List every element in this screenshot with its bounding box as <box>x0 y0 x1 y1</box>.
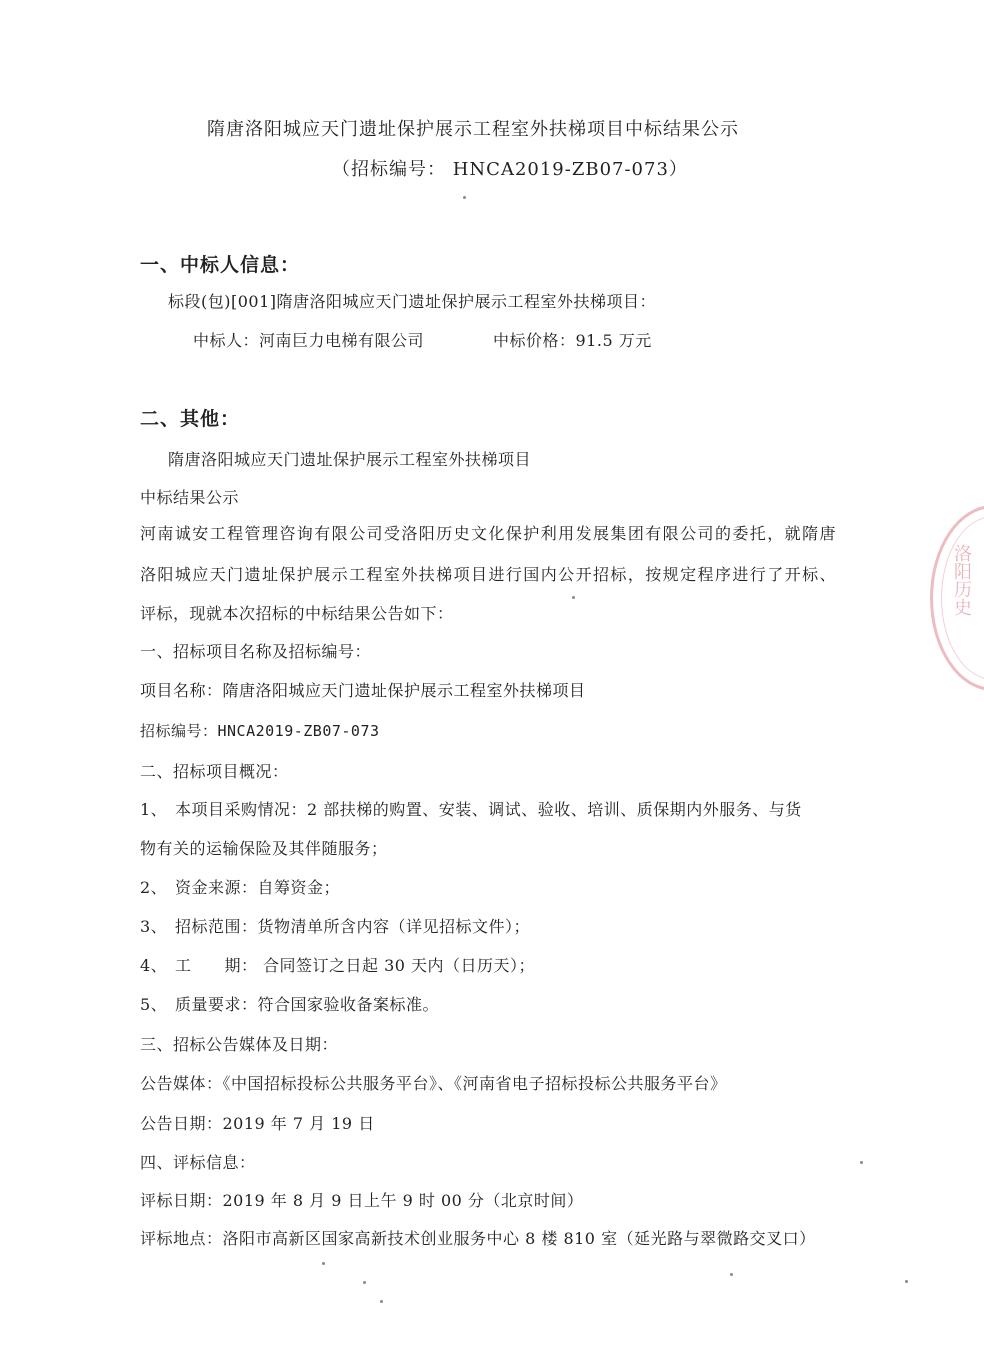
evaluation-date: 评标日期：2019 年 8 月 9 日上午 9 时 00 分（北京时间） <box>140 1191 584 1210</box>
section1-heading: 一、中标人信息： <box>140 254 301 276</box>
item-5-number: 5、 <box>140 995 168 1014</box>
announcement-media: 公告媒体：《中国招标投标公共服务平台》、《河南省电子招标投标公共服务平台》 <box>140 1074 727 1093</box>
result-subtitle: 中标结果公示 <box>140 488 240 507</box>
section2-heading: 二、其他： <box>140 408 241 430</box>
scan-speck <box>463 196 466 199</box>
scan-speck <box>730 1273 733 1276</box>
scan-speck <box>363 1281 366 1284</box>
item-1-number: 1、 <box>140 800 168 819</box>
item-4-text: 合同签订之日起 30 天内（日历天）； <box>263 956 536 975</box>
project-name: 项目名称：隋唐洛阳城应天门遗址保护展示工程室外扶梯项目 <box>140 681 586 700</box>
intro-line-2: 洛阳城应天门遗址保护展示工程室外扶梯项目进行国内公开招标，按规定程序进行了开标、 <box>140 565 836 584</box>
evaluation-place: 评标地点：洛阳市高新区国家高新技术创业服务中心 8 楼 810 室（延光路与翠微路交叉口） <box>140 1229 816 1248</box>
lot-line: 标段(包)[001]隋唐洛阳城应天门遗址保护展示工程室外扶梯项目： <box>168 292 657 311</box>
item-2-number: 2、 <box>140 878 168 897</box>
announcement-date: 公告日期：2019 年 7 月 19 日 <box>140 1114 375 1133</box>
scan-speck <box>860 1161 863 1164</box>
winner-name: 中标人：河南巨力电梯有限公司 <box>193 331 425 350</box>
intro-line-1: 河南诚安工程管理咨询有限公司受洛阳历史文化保护利用发展集团有限公司的委托，就隋唐 <box>140 524 836 543</box>
scan-speck <box>905 1280 908 1283</box>
item-4-label: 工 期： <box>175 956 258 975</box>
winner-price: 中标价格：91.5 万元 <box>493 331 652 350</box>
sub-heading-3: 三、招标公告媒体及日期： <box>140 1035 339 1054</box>
item-1-text: 本项目采购情况：2 部扶梯的购置、安装、调试、验收、培训、质保期内外服务、与货 <box>175 800 802 819</box>
tender-code-line: （招标编号： HNCA2019-ZB07-073） <box>332 159 688 180</box>
scan-speck <box>572 596 575 599</box>
official-seal-stamp <box>930 505 984 691</box>
sub-heading-2: 二、招标项目概况： <box>140 762 289 781</box>
item-1-continuation: 物有关的运输保险及其伴随服务； <box>140 839 388 858</box>
project-title: 隋唐洛阳城应天门遗址保护展示工程室外扶梯项目 <box>168 450 532 469</box>
seal-text: 洛阳历史 <box>951 544 972 616</box>
scan-speck <box>380 1300 383 1303</box>
item-3-text: 招标范围：货物清单所含内容（详见招标文件）； <box>175 917 531 936</box>
intro-line-3: 评标，现就本次招标的中标结果公告如下： <box>140 604 454 623</box>
item-2-text: 资金来源：自筹资金； <box>175 878 341 897</box>
document-title: 隋唐洛阳城应天门遗址保护展示工程室外扶梯项目中标结果公示 <box>207 119 739 140</box>
item-4-number: 4、 <box>140 956 168 975</box>
bid-number: 招标编号：HNCA2019-ZB07-073 <box>140 722 380 740</box>
scan-speck <box>322 1262 325 1265</box>
item-5-text: 质量要求：符合国家验收备案标准。 <box>175 995 440 1014</box>
item-3-number: 3、 <box>140 917 168 936</box>
sub-heading-1: 一、招标项目名称及招标编号： <box>140 642 372 661</box>
sub-heading-4: 四、评标信息： <box>140 1153 256 1172</box>
